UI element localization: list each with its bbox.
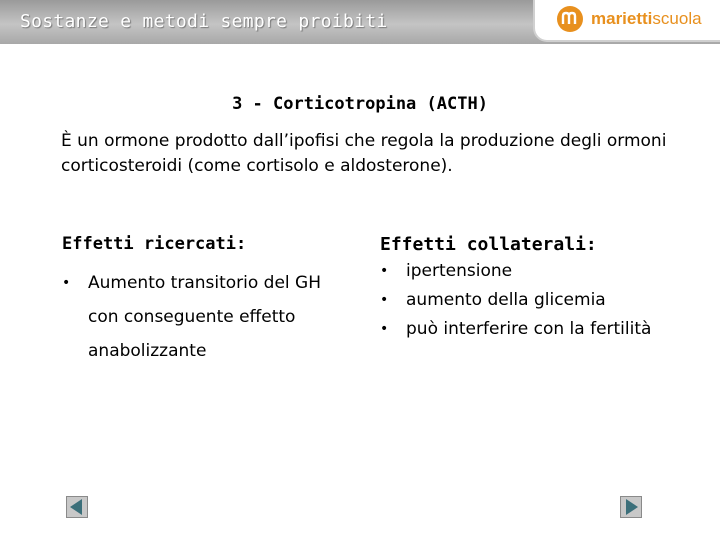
desired-effects-column [62,234,352,368]
intro-text: È un ormone prodotto dall’ipofisi che regola la produzione degli ormoni corticosteroidi (come cortisolo e aldosterone). [61,131,667,176]
bullet-icon: • [380,321,389,337]
bullet-icon: • [380,292,389,308]
logo-text [591,9,702,29]
bullet-icon: • [380,263,389,279]
desired-effects-heading: Effetti ricercati: [62,234,247,254]
list-item [380,286,680,315]
next-slide-button[interactable] [620,496,642,518]
list-item-text: può interferire con la fertilità [406,319,652,339]
slide-title: 3 - Corticotropina (ACTH) [232,94,488,114]
side-effects-heading: Effetti collaterali: [380,234,597,255]
list-item [62,266,352,368]
header-title: Sostanze e metodi sempre proibiti [20,11,388,32]
list-item-text: aumento della glicemia [406,290,606,310]
list-item [380,315,680,344]
header-bar [0,0,720,44]
bullet-icon: • [62,275,71,291]
previous-slide-button[interactable] [66,496,88,518]
list-item [380,257,680,286]
side-effects-list [380,257,680,344]
logo [533,0,720,42]
triangle-right-icon [621,497,641,517]
triangle-left-icon [67,497,87,517]
logo-text-primary: marietti [591,9,653,28]
side-effects-column [380,234,680,344]
list-item-text: ipertensione [406,261,513,281]
logo-mark-icon [557,6,583,32]
logo-text-secondary: scuola [652,9,702,28]
desired-effects-list [62,266,352,368]
list-item-text: Aumento transitorio del GH con conseguente effetto anabolizzante [88,273,322,361]
